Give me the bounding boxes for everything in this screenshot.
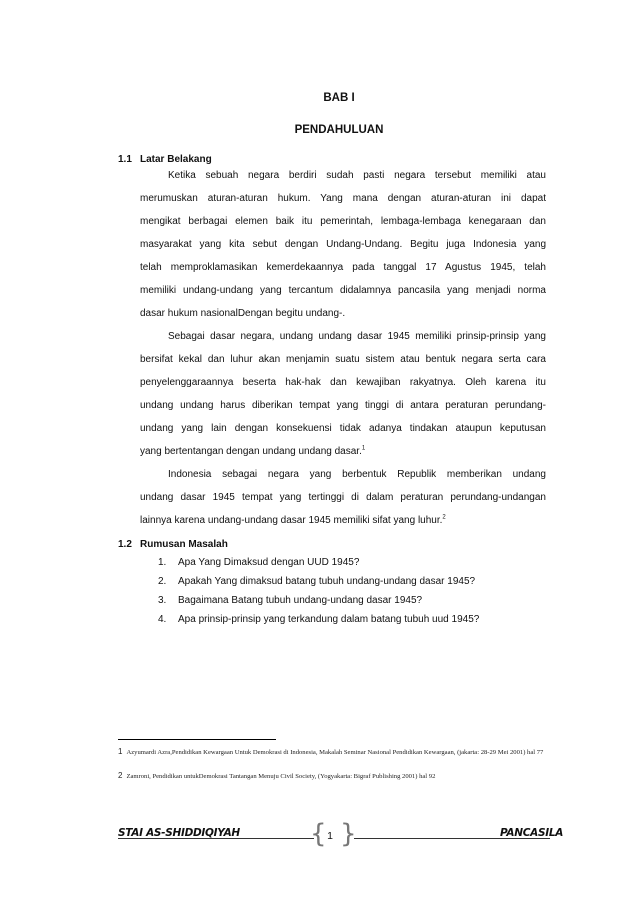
paragraph-text: lainnya karena undang-undang dasar 1945 memiliki sifat yang luhur. xyxy=(140,515,443,526)
paragraph-line: undang dasar 1945 tempat yang tertinggi di dalam peraturan perundang-undangan xyxy=(140,492,546,503)
left-brace-icon: { xyxy=(310,819,327,849)
list-text: Bagaimana Batang tubuh undang-undang dasar 1945? xyxy=(178,595,423,606)
footnote-separator xyxy=(118,739,276,740)
section-heading-rumusan-masalah xyxy=(118,539,228,550)
list-item xyxy=(158,614,479,625)
list-item xyxy=(158,595,422,606)
page-number: 1 xyxy=(327,830,333,842)
list-number: 1. xyxy=(158,557,167,568)
list-text: Apakah Yang dimaksud batang tubuh undang-undang dasar 1945? xyxy=(178,576,476,587)
paragraph-line-with-footnote xyxy=(140,515,446,526)
chapter-heading: BAB I xyxy=(323,92,355,104)
paragraph-line: masyarakat yang kita sebut dengan Undang-Undang. Begitu juga Indonesia yang xyxy=(140,239,546,250)
paragraph-line: telah memproklamasikan kemerdekaannya pada tanggal 17 Agustus 1945, telah xyxy=(140,262,546,273)
paragraph-line: Sebagai dasar negara, undang undang dasar 1945 memiliki prinsip-prinsip yang xyxy=(168,331,546,342)
list-number: 2. xyxy=(158,576,167,587)
section-heading-latar-belakang xyxy=(118,154,212,165)
section-title: Rumusan Masalah xyxy=(140,539,228,550)
footnote-number: 2 xyxy=(118,771,123,780)
chapter-title: PENDAHULUAN xyxy=(294,124,384,136)
paragraph-line: undang undang harus diberikan tempat yang tinggi di antara peraturan perundang- xyxy=(140,400,546,411)
paragraph-line: undang yang lain dengan konsekuensi tidak adanya tindakan ataupun keputusan xyxy=(140,423,546,434)
paragraph-line: penyelenggaraannya beserta hak-hak dan kewajiban rakyatnya. Oleh karena itu xyxy=(140,377,546,388)
paragraph-line: mengikat berbagai elemen baik itu pemerintah, lembaga-lembaga kenegaraan dan xyxy=(140,216,546,227)
footnote xyxy=(118,771,548,782)
list-item xyxy=(158,557,359,568)
footnote-text: Zamroni, Pendidikan untukDemokrasi Tantangan Menuju Civil Society, (Yogyakarta: Bigraf Publishing 2001) hal 92 xyxy=(126,773,436,780)
list-text: Apa Yang Dimaksud dengan UUD 1945? xyxy=(178,557,360,568)
section-number: 1.2 xyxy=(118,539,132,550)
paragraph-line: Indonesia sebagai negara yang berbentuk Republik memberikan undang xyxy=(168,469,546,480)
list-number: 3. xyxy=(158,595,167,606)
footnote xyxy=(118,747,548,758)
footnote-text: Azyumardi Azra,Pendidikan Kewargaan Untuk Demokrasi di Indonesia, Makalah Seminar Nasional Pendidikan Kewargaan, (jakarta: 28-29 Mei 2001) hal 77 xyxy=(126,749,544,756)
paragraph-line: bersifat kekal dan luhur akan menjamin suatu sistem atau bentuk negara serta cara xyxy=(140,354,546,365)
paragraph-line: merumuskan aturan-aturan hukum. Yang mana dengan aturan-aturan ini dapat xyxy=(140,193,546,204)
footer-subject: PANCASILA xyxy=(500,827,564,839)
paragraph-line: Ketika sebuah negara berdiri sudah pasti negara tersebut memiliki atau xyxy=(168,170,546,181)
list-item xyxy=(158,576,475,587)
list-text: Apa prinsip-prinsip yang terkandung dalam batang tubuh uud 1945? xyxy=(178,614,480,625)
paragraph-line: memiliki undang-undang yang tercantum didalamnya pancasila yang menjadi norma xyxy=(140,285,546,296)
paragraph-line-with-footnote xyxy=(140,446,365,457)
paragraph-text: yang bertentangan dengan undang undang dasar. xyxy=(140,446,362,457)
section-title: Latar Belakang xyxy=(140,154,212,165)
footnote-number: 1 xyxy=(118,747,123,756)
section-number: 1.1 xyxy=(118,154,132,165)
right-brace-icon: } xyxy=(340,819,357,849)
footnote-reference[interactable]: 2 xyxy=(442,514,446,521)
footer-institution: STAI AS-SHIDDIQIYAH xyxy=(118,827,240,839)
list-number: 4. xyxy=(158,614,167,625)
paragraph-line: dasar hukum nasionalDengan begitu undang-. xyxy=(140,308,346,319)
footnote-reference[interactable]: 1 xyxy=(361,445,366,452)
